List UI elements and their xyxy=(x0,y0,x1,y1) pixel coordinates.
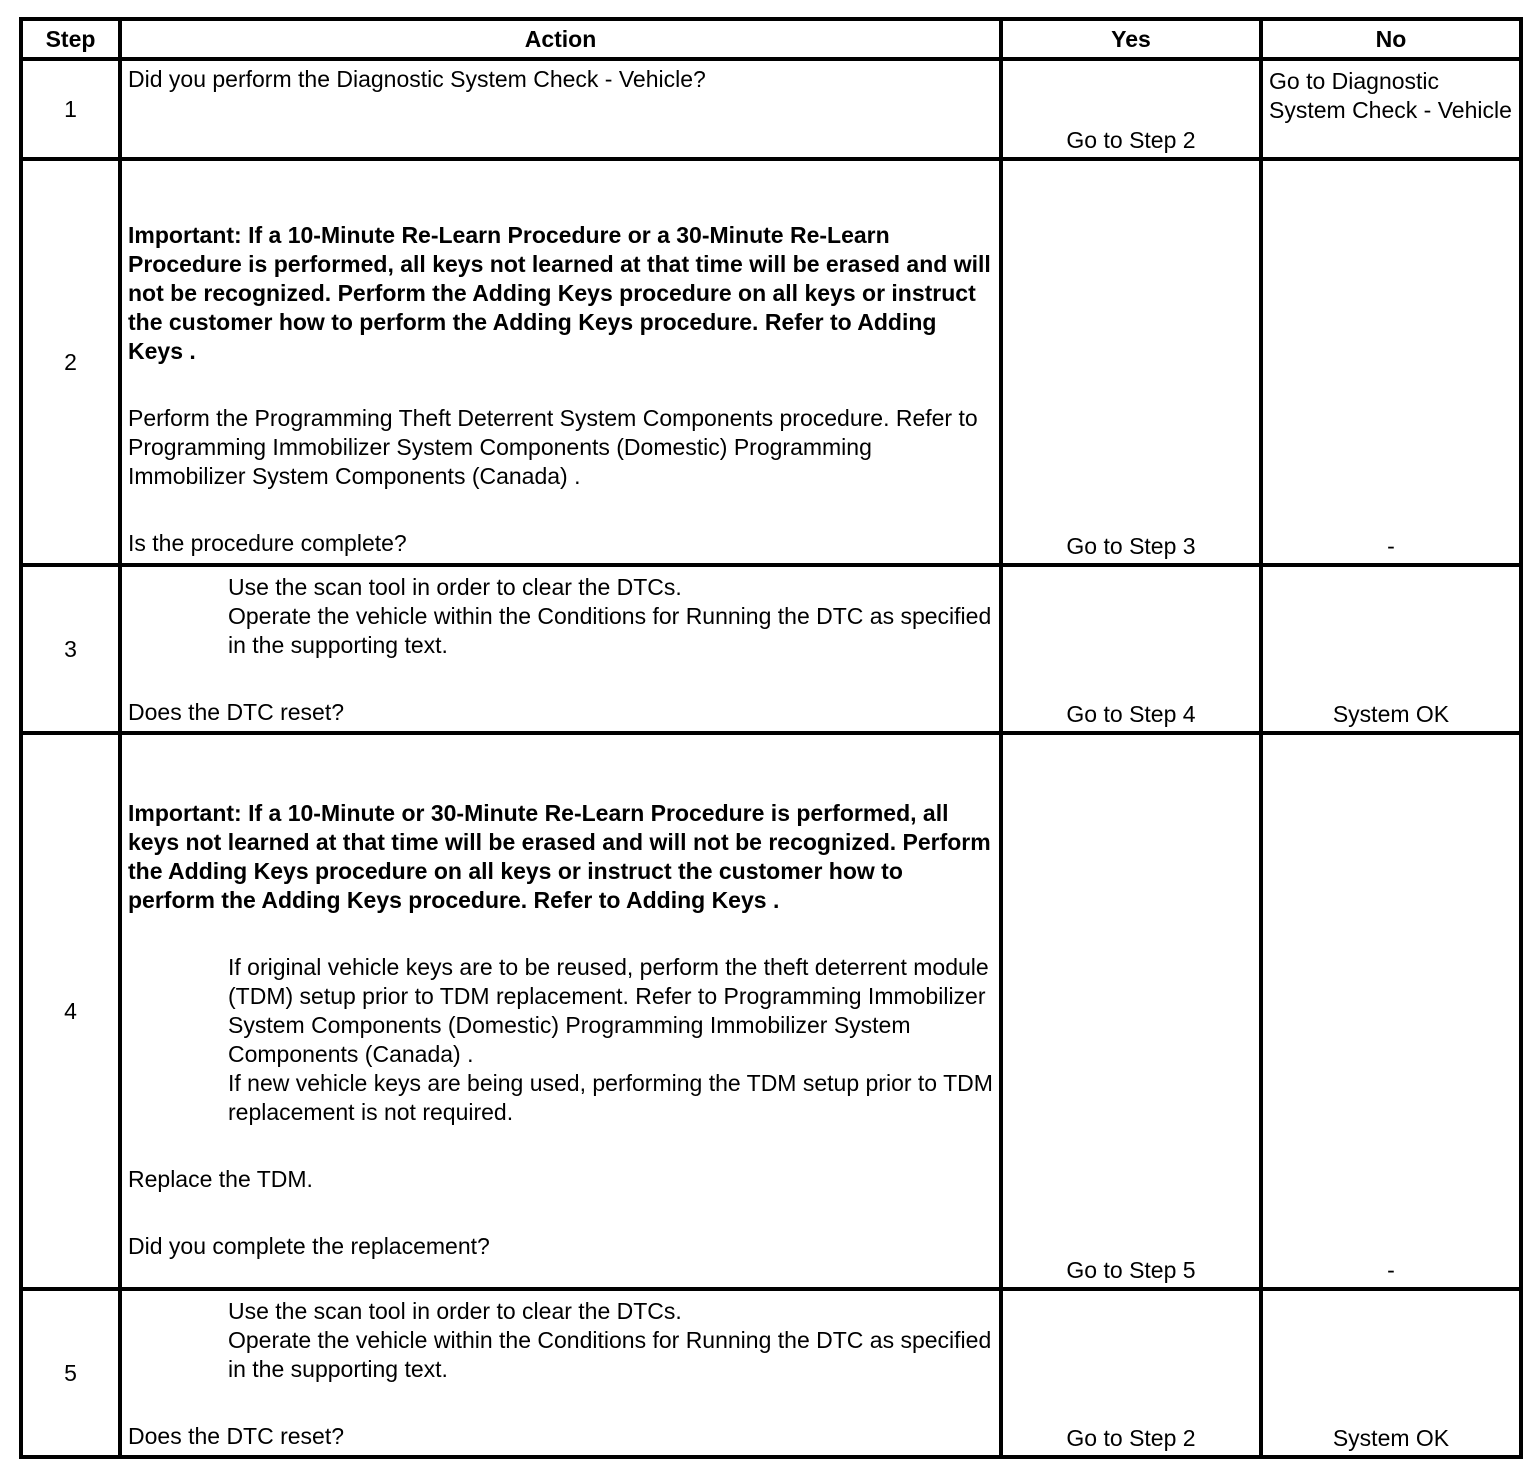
action-question: Is the procedure complete? xyxy=(128,530,407,556)
action-cell xyxy=(120,565,1001,733)
action-question: Did you perform the Diagnostic System Check - Vehicle? xyxy=(128,66,706,92)
action-question: Does the DTC reset? xyxy=(128,699,345,725)
action-bullet: Use the scan tool in order to clear the DTCs. xyxy=(228,574,682,600)
diagnostic-table-frame xyxy=(19,17,1523,1459)
action-instruction: Replace the TDM. xyxy=(128,1166,313,1192)
no-value: System OK xyxy=(1332,701,1450,727)
no-value: System OK xyxy=(1332,1425,1450,1451)
table-row xyxy=(21,733,1521,1289)
no-cell xyxy=(1261,1289,1521,1457)
step-number: 3 xyxy=(21,565,120,733)
action-cell xyxy=(120,59,1001,159)
action-bullet: Use the scan tool in order to clear the DTCs. xyxy=(228,1298,682,1324)
action-instruction: Perform the Programming Theft Deterrent System Components procedure. Refer to Programming Immobilizer System Components (Domestic) Programming Immobilizer System Components (Canada) . xyxy=(128,405,978,489)
action-bullet: If original vehicle keys are to be reused, perform the theft deterrent module (TDM) setup prior to TDM replacement. Refer to Programming Immobilizer System Components (Domestic) Programming Immobilizer System Components (Canada) . xyxy=(228,954,989,1067)
action-bullet: Operate the vehicle within the Conditions for Running the DTC as specified in the supporting text. xyxy=(228,603,992,658)
action-question: Does the DTC reset? xyxy=(128,1423,345,1449)
table-row xyxy=(21,159,1521,565)
action-cell xyxy=(120,1289,1001,1457)
step-number: 5 xyxy=(21,1289,120,1457)
action-cell xyxy=(120,159,1001,565)
no-cell xyxy=(1261,733,1521,1289)
header-yes: Yes xyxy=(1001,19,1261,59)
step-number: 1 xyxy=(21,59,120,159)
no-value: - xyxy=(1387,533,1395,559)
yes-cell xyxy=(1001,59,1261,159)
no-cell xyxy=(1261,59,1521,159)
action-question: Did you complete the replacement? xyxy=(128,1233,490,1259)
yes-cell xyxy=(1001,565,1261,733)
table-row xyxy=(21,565,1521,733)
yes-link[interactable]: Go to Step 5 xyxy=(1066,1257,1196,1283)
action-bullet: Operate the vehicle within the Conditions for Running the DTC as specified in the supporting text. xyxy=(228,1327,992,1382)
important-note: Important: If a 10-Minute Re-Learn Procedure or a 30-Minute Re-Learn Procedure is performed, all keys not learned at that time will be erased and will not be recognized. Perform the Adding Keys procedure on all keys or instruct the customer how to perform the Adding Keys procedure. Refer to Adding Keys . xyxy=(128,222,991,364)
table-row xyxy=(21,59,1521,159)
yes-link[interactable]: Go to Step 2 xyxy=(1066,1425,1196,1451)
action-bullet: If new vehicle keys are being used, performing the TDM setup prior to TDM replacement is not required. xyxy=(228,1070,993,1125)
step-number: 4 xyxy=(21,733,120,1289)
yes-cell xyxy=(1001,1289,1261,1457)
yes-link[interactable]: Go to Step 3 xyxy=(1066,533,1196,559)
header-action: Action xyxy=(120,19,1001,59)
no-cell xyxy=(1261,565,1521,733)
yes-link[interactable]: Go to Step 4 xyxy=(1066,701,1196,727)
action-cell xyxy=(120,733,1001,1289)
table-row xyxy=(21,1289,1521,1457)
yes-cell xyxy=(1001,733,1261,1289)
diagnostic-table xyxy=(19,17,1523,1459)
yes-link[interactable]: Go to Step 2 xyxy=(1066,127,1196,153)
important-note: Important: If a 10-Minute or 30-Minute Re-Learn Procedure is performed, all keys not learned at that time will be erased and will not be recognized. Perform the Adding Keys procedure on all keys or instruct the customer how to perform the Adding Keys procedure. Refer to Adding Keys . xyxy=(128,800,991,913)
no-link[interactable]: Go to Diagnostic System Check - Vehicle xyxy=(1269,68,1512,123)
no-value: - xyxy=(1387,1257,1395,1283)
step-number: 2 xyxy=(21,159,120,565)
header-step: Step xyxy=(21,19,120,59)
header-no: No xyxy=(1261,19,1521,59)
yes-cell xyxy=(1001,159,1261,565)
table-header-row xyxy=(21,19,1521,59)
no-cell xyxy=(1261,159,1521,565)
